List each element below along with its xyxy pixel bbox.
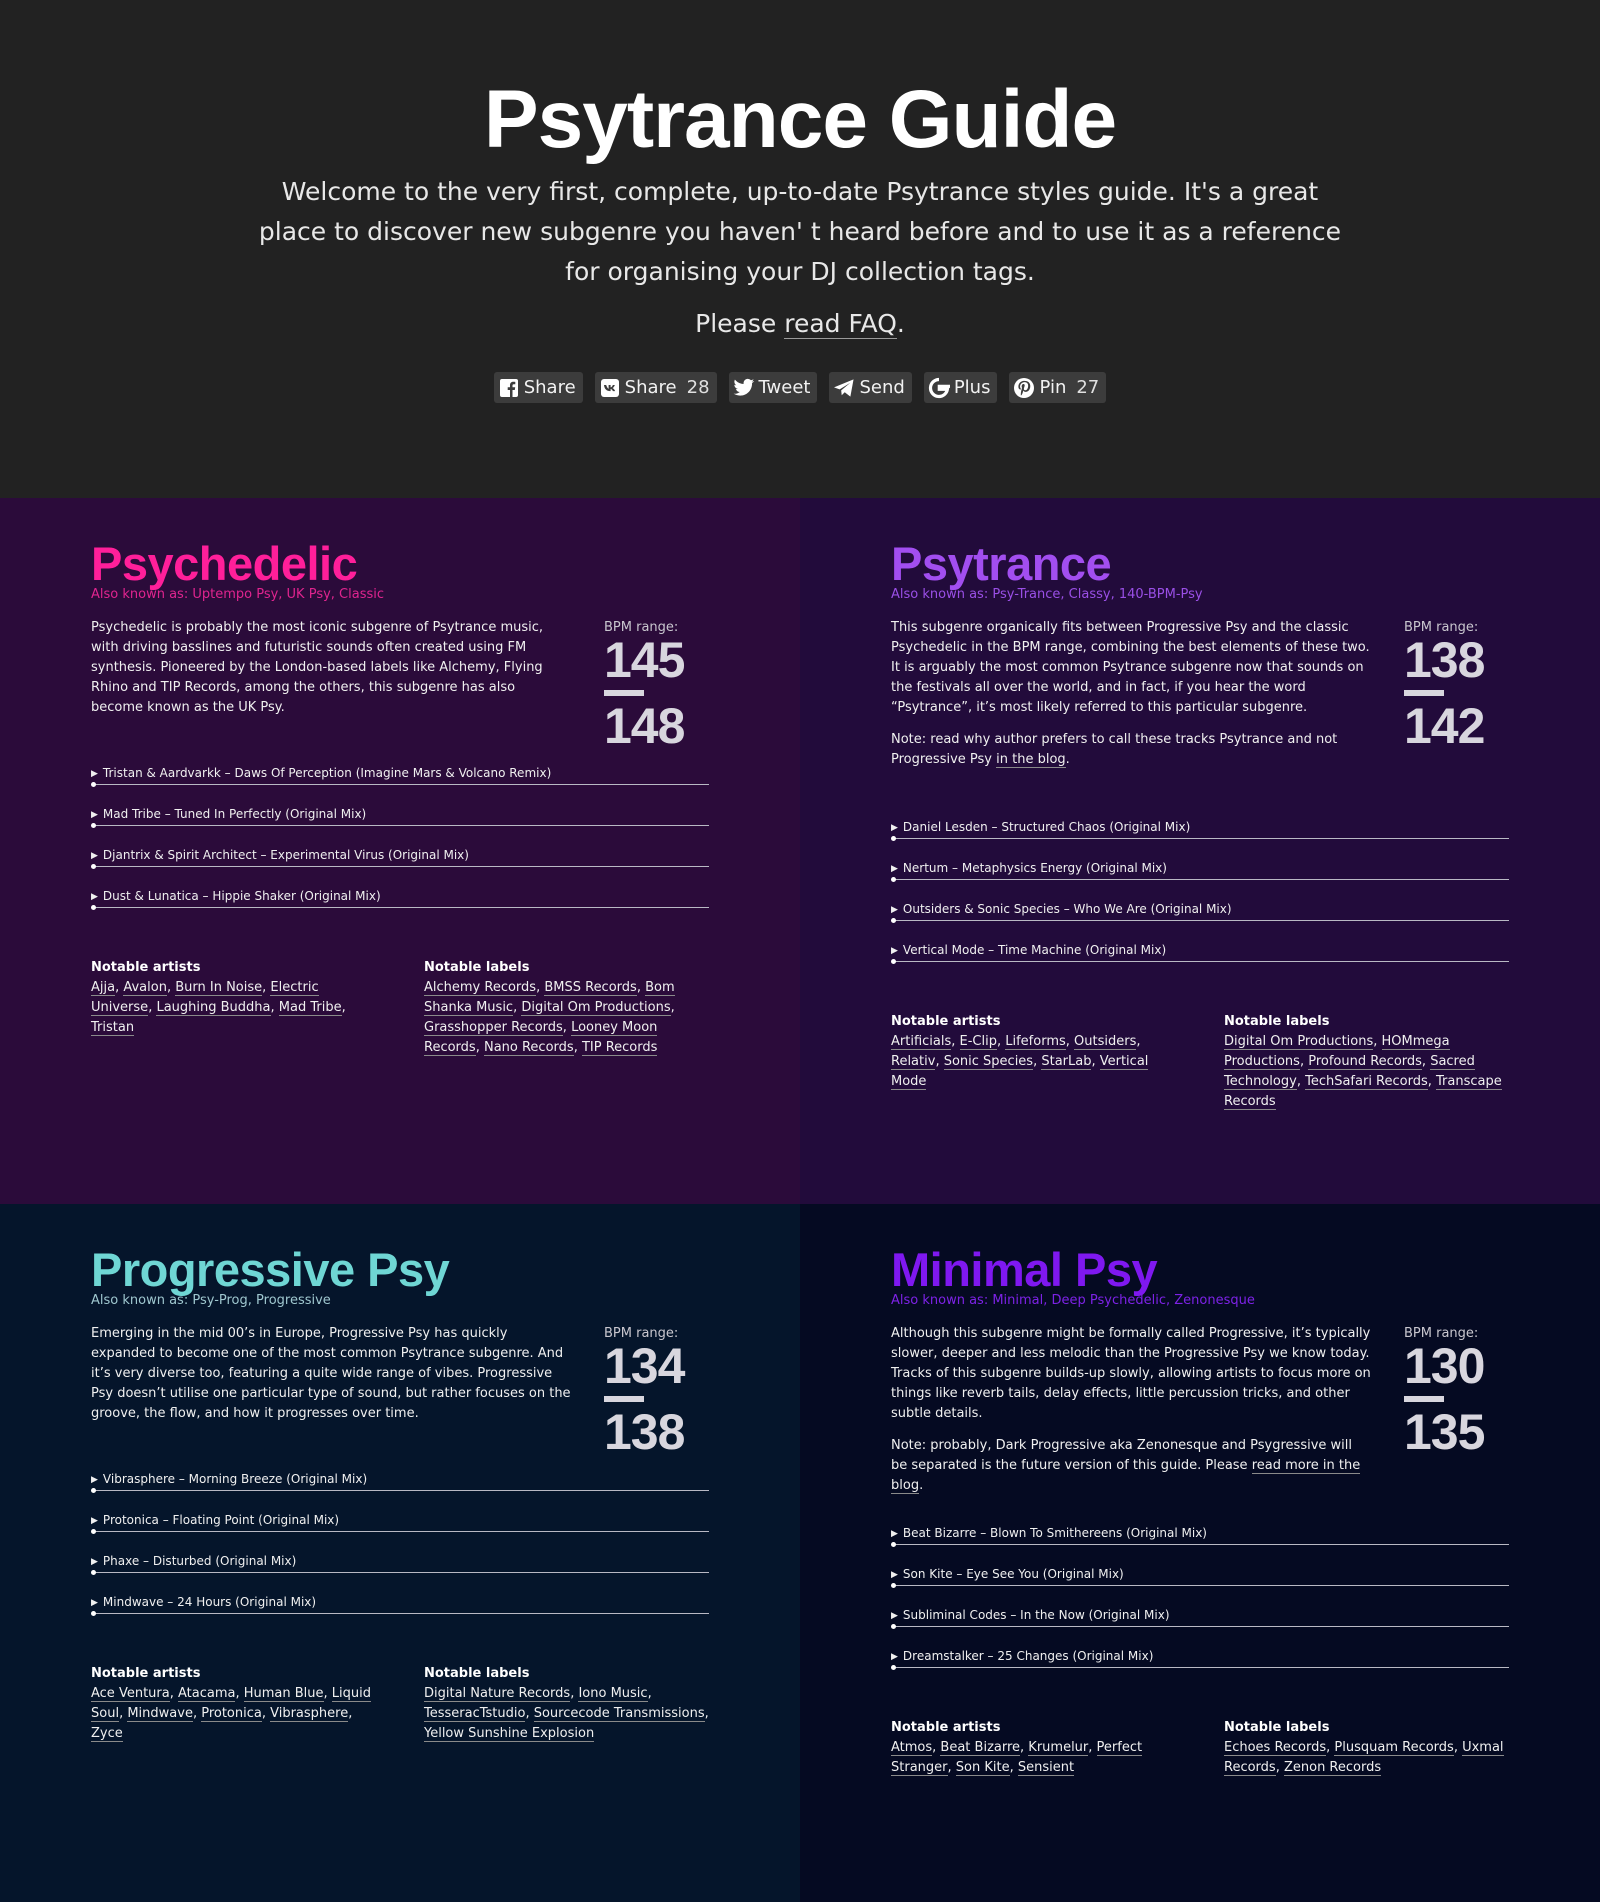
- notable-labels: [424, 958, 716, 1058]
- notable-artists: [91, 958, 381, 1038]
- track-title: ▶ Djantrix & Spirit Architect – Experimental Virus (Original Mix): [91, 847, 469, 865]
- track-player[interactable]: [91, 761, 709, 802]
- track-progress-bar[interactable]: [893, 879, 1509, 880]
- track-progress-bar[interactable]: [93, 825, 709, 826]
- twitter-share-button[interactable]: [729, 372, 818, 403]
- share-label: Plus: [953, 377, 991, 398]
- bpm-range: [604, 620, 724, 754]
- telegram-share-button[interactable]: [829, 372, 911, 403]
- labels-list: Digital Om Productions, HOMmega Productions, Profound Records, Sacred Technology, TechSafari Records, Transcape Records: [1224, 1034, 1502, 1109]
- genre-section-progressive-psy: [0, 1204, 800, 1902]
- label-link[interactable]: Looney Moon Records: [424, 1020, 658, 1055]
- track-title: ▶ Mad Tribe – Tuned In Perfectly (Original Mix): [91, 806, 366, 824]
- track-progress-bar[interactable]: [893, 1544, 1509, 1545]
- track-player[interactable]: [891, 815, 1509, 856]
- track-player[interactable]: [91, 802, 709, 843]
- artist-link[interactable]: StarLab: [1041, 1054, 1092, 1069]
- artist-link[interactable]: Vibrasphere: [270, 1706, 349, 1721]
- notable-artists-heading: Notable artists: [891, 1014, 1001, 1029]
- artist-link[interactable]: Liquid Soul: [91, 1686, 372, 1721]
- track-player[interactable]: [891, 938, 1509, 979]
- track-progress-handle[interactable]: [891, 1624, 896, 1629]
- label-link[interactable]: Plusquam Records: [1334, 1740, 1454, 1755]
- artist-link[interactable]: E-Clip: [959, 1034, 997, 1049]
- intro-text: Welcome to the very first, complete, up-to-date Psytrance styles guide. It's a great place to discover new subgenre you haven' t heard before and to use it as a reference for organising your DJ collection tags.: [258, 177, 1342, 286]
- bpm-label: BPM range:: [1404, 1326, 1479, 1341]
- track-progress-handle[interactable]: [91, 1488, 96, 1493]
- artist-link[interactable]: Sonic Species: [943, 1054, 1034, 1069]
- artist-link[interactable]: Ajja: [91, 980, 116, 995]
- bpm-max: 135: [1404, 1404, 1485, 1460]
- bpm-range: [604, 1326, 724, 1460]
- track-title: ▶ Subliminal Codes – In the Now (Original Mix): [891, 1607, 1170, 1625]
- track-progress-bar[interactable]: [93, 907, 709, 908]
- bpm-range: [1404, 620, 1524, 754]
- note-suffix: .: [919, 1478, 924, 1493]
- share-count: 28: [686, 377, 710, 398]
- track-progress-handle[interactable]: [91, 864, 96, 869]
- note-text: Note: probably, Dark Progressive aka Zenonesque and Psygressive will be separated is the future version of this guide. Please: [891, 1438, 1353, 1473]
- genre-aka: Also known as: Minimal, Deep Psychedelic, Zenonesque: [891, 1293, 1255, 1308]
- track-progress-handle[interactable]: [891, 1665, 896, 1670]
- share-count: 27: [1076, 377, 1100, 398]
- page-title: Psytrance Guide: [483, 74, 1117, 165]
- track-list: [91, 761, 709, 925]
- track-title: ▶ Vertical Mode – Time Machine (Original Mix): [891, 942, 1166, 960]
- label-link[interactable]: Bom Shanka Music: [424, 980, 675, 1015]
- bpm-dash: [1404, 1396, 1444, 1402]
- google-plus-icon: [928, 377, 950, 399]
- pinterest-share-button[interactable]: [1009, 372, 1106, 403]
- label-link[interactable]: Alchemy Records: [424, 980, 537, 995]
- artist-link[interactable]: Mindwave: [127, 1706, 193, 1721]
- label-link[interactable]: Digital Nature Records: [424, 1686, 571, 1701]
- bpm-min: 134: [604, 1338, 685, 1394]
- bpm-dash: [604, 1396, 644, 1402]
- notable-labels: [424, 1664, 716, 1744]
- track-title: ▶ Vibrasphere – Morning Breeze (Original Mix): [91, 1471, 367, 1489]
- notable-labels: [1224, 1718, 1516, 1778]
- description-paragraph: Emerging in the mid 00’s in Europe, Progressive Psy has quickly expanded to become one of the most common Psytrance subgenre. And it’s very diverse too, featuring a quite wide range of vibes. Progressive Psy doesn’t utilise one particular type of sound, but rather focuses on the groove, the flow, and how it progresses over time.: [91, 1326, 571, 1421]
- track-progress-bar[interactable]: [93, 1613, 709, 1614]
- artist-link[interactable]: Laughing Buddha: [156, 1000, 271, 1015]
- label-link[interactable]: Grasshopper Records: [424, 1020, 563, 1035]
- artist-link[interactable]: Krumelur: [1028, 1740, 1089, 1755]
- track-progress-bar[interactable]: [893, 1667, 1509, 1668]
- label-link[interactable]: Zenon Records: [1283, 1760, 1382, 1775]
- artist-link[interactable]: Artificials: [891, 1034, 952, 1049]
- track-title: ▶ Protonica – Floating Point (Original Mix): [91, 1512, 339, 1530]
- artist-link[interactable]: Atacama: [177, 1686, 236, 1701]
- track-player[interactable]: [91, 1549, 709, 1590]
- track-player[interactable]: [891, 1644, 1509, 1685]
- note-suffix: .: [1065, 752, 1070, 767]
- track-title: ▶ Daniel Lesden – Structured Chaos (Original Mix): [891, 819, 1190, 837]
- genre-aka: Also known as: Psy-Prog, Progressive: [91, 1293, 331, 1308]
- genre-note: [891, 1436, 1371, 1496]
- track-list: [891, 815, 1509, 979]
- page-header: [0, 0, 1600, 498]
- description-paragraph: Psychedelic is probably the most iconic subgenre of Psytrance music, with driving basslines and futuristic sounds often created using FM synthesis. Pioneered by the London-based labels like Alchemy, Flying Rhino and TIP Records, among the others, this subgenre has also become known as the UK Psy.: [91, 620, 544, 715]
- genre-section-psychedelic: [0, 498, 800, 1204]
- track-progress-bar[interactable]: [893, 961, 1509, 962]
- faq-prefix: Please: [695, 309, 785, 338]
- bpm-min: 145: [604, 632, 685, 688]
- track-progress-handle[interactable]: [91, 905, 96, 910]
- track-title: ▶ Phaxe – Disturbed (Original Mix): [91, 1553, 296, 1571]
- label-link[interactable]: Digital Om Productions: [1224, 1034, 1374, 1049]
- track-progress-handle[interactable]: [891, 918, 896, 923]
- label-link[interactable]: Profound Records: [1308, 1054, 1422, 1069]
- track-progress-bar[interactable]: [93, 1572, 709, 1573]
- label-link[interactable]: Uxmal Records: [1224, 1740, 1504, 1775]
- track-player[interactable]: [891, 1562, 1509, 1603]
- artist-link[interactable]: Perfect Stranger: [891, 1740, 1143, 1775]
- telegram-icon: [833, 377, 855, 399]
- track-progress-handle[interactable]: [91, 1570, 96, 1575]
- genre-description: [91, 618, 571, 718]
- artists-list: Ajja, Avalon, Burn In Noise, Electric Universe, Laughing Buddha, Mad Tribe, Tristan: [91, 980, 346, 1035]
- genre-description: [891, 618, 1371, 770]
- track-progress-handle[interactable]: [891, 877, 896, 882]
- notable-artists-heading: Notable artists: [891, 1720, 1001, 1735]
- bpm-max: 148: [604, 698, 685, 754]
- track-progress-bar[interactable]: [893, 920, 1509, 921]
- track-progress-bar[interactable]: [93, 784, 709, 785]
- artists-list: Artificials, E-Clip, Lifeforms, Outsiders, Relativ, Sonic Species, StarLab, Vertical Mode: [891, 1034, 1149, 1089]
- genre-title: Psytrance: [891, 537, 1112, 590]
- genre-description: [91, 1324, 571, 1424]
- track-player[interactable]: [91, 884, 709, 925]
- notable-artists: [891, 1012, 1181, 1092]
- pinterest-icon: [1013, 377, 1035, 399]
- track-list: [891, 1521, 1509, 1685]
- track-progress-handle[interactable]: [891, 1542, 896, 1547]
- track-progress-handle[interactable]: [891, 1583, 896, 1588]
- artist-link[interactable]: Electric Universe: [91, 980, 319, 1015]
- genre-section-psytrance: [800, 498, 1600, 1204]
- share-label: Tweet: [758, 377, 811, 398]
- bpm-max: 142: [1404, 698, 1485, 754]
- blog-link[interactable]: read more in the blog: [891, 1458, 1361, 1493]
- label-link[interactable]: Echoes Records: [1224, 1740, 1327, 1755]
- track-title: ▶ Dreamstalker – 25 Changes (Original Mix): [891, 1648, 1153, 1666]
- label-link[interactable]: Nano Records: [483, 1040, 574, 1055]
- track-player[interactable]: [91, 1508, 709, 1549]
- genre-note: [891, 730, 1371, 770]
- track-progress-bar[interactable]: [893, 1626, 1509, 1627]
- notable-artists: [91, 1664, 381, 1744]
- share-label: Share: [624, 377, 677, 398]
- bpm-label: BPM range:: [604, 620, 679, 635]
- track-progress-handle[interactable]: [91, 823, 96, 828]
- label-link[interactable]: Transcape Records: [1224, 1074, 1502, 1109]
- bpm-label: BPM range:: [604, 1326, 679, 1341]
- label-link[interactable]: TIP Records: [581, 1040, 658, 1055]
- artist-link[interactable]: Protonica: [201, 1706, 262, 1721]
- artist-link[interactable]: Human Blue: [243, 1686, 324, 1701]
- genre-title: Psychedelic: [91, 537, 358, 590]
- artist-link[interactable]: Vertical Mode: [891, 1054, 1149, 1089]
- facebook-icon: [498, 377, 520, 399]
- share-label: Share: [523, 377, 576, 398]
- labels-list: Digital Nature Records, Iono Music, TesseracTstudio, Sourcecode Transmissions, Yellow Sunshine Explosion: [424, 1686, 709, 1741]
- label-link[interactable]: Iono Music: [578, 1686, 648, 1701]
- faq-link[interactable]: read FAQ: [784, 309, 897, 338]
- track-title: ▶ Beat Bizarre – Blown To Smithereens (Original Mix): [891, 1525, 1207, 1543]
- track-player[interactable]: [891, 856, 1509, 897]
- track-progress-handle[interactable]: [891, 836, 896, 841]
- note-text: Note: read why author prefers to call these tracks Psytrance and not Progressive Psy: [891, 732, 1338, 767]
- notable-artists: [891, 1718, 1181, 1778]
- labels-list: Echoes Records, Plusquam Records, Uxmal Records, Zenon Records: [1224, 1740, 1504, 1775]
- share-label: Send: [859, 377, 905, 398]
- notable-labels-heading: Notable labels: [1224, 1014, 1330, 1029]
- track-progress-handle[interactable]: [91, 782, 96, 787]
- notable-labels-heading: Notable labels: [1224, 1720, 1330, 1735]
- artist-link[interactable]: Zyce: [91, 1726, 123, 1741]
- label-link[interactable]: Yellow Sunshine Explosion: [424, 1726, 595, 1741]
- google-plus-share-button[interactable]: [924, 372, 998, 403]
- genre-title: Minimal Psy: [891, 1243, 1158, 1296]
- artist-link[interactable]: Sensient: [1017, 1760, 1075, 1775]
- artists-list: Ace Ventura, Atacama, Human Blue, Liquid Soul, Mindwave, Protonica, Vibrasphere, Zyce: [91, 1686, 372, 1741]
- vk-icon: [599, 377, 621, 399]
- track-title: ▶ Tristan & Aardvarkk – Daws Of Perception (Imagine Mars & Volcano Remix): [91, 765, 551, 783]
- artist-link[interactable]: Ace Ventura: [91, 1686, 170, 1701]
- faq-suffix: .: [896, 309, 905, 338]
- bpm-dash: [604, 690, 644, 696]
- track-progress-handle[interactable]: [891, 959, 896, 964]
- track-progress-handle[interactable]: [91, 1611, 96, 1616]
- genre-aka: Also known as: Uptempo Psy, UK Psy, Classic: [91, 587, 385, 602]
- artists-list: Atmos, Beat Bizarre, Krumelur, Perfect Stranger, Son Kite, Sensient: [891, 1740, 1143, 1775]
- track-progress-bar[interactable]: [93, 1531, 709, 1532]
- track-player[interactable]: [91, 1467, 709, 1508]
- share-buttons: [0, 372, 1600, 403]
- track-player[interactable]: [91, 843, 709, 884]
- label-link[interactable]: Digital Om Productions: [521, 1000, 671, 1015]
- track-title: ▶ Son Kite – Eye See You (Original Mix): [891, 1566, 1124, 1584]
- bpm-range: [1404, 1326, 1524, 1460]
- bpm-dash: [1404, 690, 1444, 696]
- track-progress-bar[interactable]: [893, 1585, 1509, 1586]
- artist-link[interactable]: Beat Bizarre: [940, 1740, 1021, 1755]
- track-progress-bar[interactable]: [93, 1490, 709, 1491]
- track-player[interactable]: [91, 1590, 709, 1631]
- description-paragraph: This subgenre organically fits between Progressive Psy and the classic Psychedelic in the BPM range, combining the best elements of these two. It is arguably the most common Psytrance subgenre now that sounds on the festivals all over the world, and in fact, if you hear the word “Psytrance”, it’s most likely referred to this particular subgenre.: [891, 620, 1370, 715]
- label-link[interactable]: Sacred Technology: [1224, 1054, 1475, 1089]
- label-link[interactable]: HOMmega Productions: [1224, 1034, 1450, 1069]
- notable-labels: [1224, 1012, 1516, 1112]
- share-label: Pin: [1039, 377, 1067, 398]
- track-title: ▶ Outsiders & Sonic Species – Who We Are (Original Mix): [891, 901, 1232, 919]
- track-player[interactable]: [891, 897, 1509, 938]
- track-title: ▶ Dust & Lunatica – Hippie Shaker (Original Mix): [91, 888, 381, 906]
- blog-link[interactable]: in the blog: [996, 752, 1066, 767]
- track-progress-handle[interactable]: [91, 1529, 96, 1534]
- artist-link[interactable]: Son Kite: [955, 1760, 1010, 1775]
- label-link[interactable]: Sourcecode Transmissions: [533, 1706, 705, 1721]
- genre-aka: Also known as: Psy-Trance, Classy, 140-BPM-Psy: [891, 587, 1203, 602]
- track-title: ▶ Mindwave – 24 Hours (Original Mix): [91, 1594, 316, 1612]
- track-title: ▶ Nertum – Metaphysics Energy (Original Mix): [891, 860, 1167, 878]
- notable-labels-heading: Notable labels: [424, 1666, 530, 1681]
- label-link[interactable]: TechSafari Records: [1305, 1074, 1428, 1089]
- artist-link[interactable]: Mad Tribe: [278, 1000, 342, 1015]
- artist-link[interactable]: Tristan: [91, 1020, 135, 1035]
- genre-section-minimal-psy: [800, 1204, 1600, 1902]
- bpm-label: BPM range:: [1404, 620, 1479, 635]
- vk-share-button[interactable]: [595, 372, 717, 403]
- labels-list: Alchemy Records, BMSS Records, Bom Shanka Music, Digital Om Productions, Grasshopper Records, Looney Moon Records, Nano Records, TIP Records: [424, 980, 675, 1055]
- faq-line: [0, 306, 1600, 342]
- artist-link[interactable]: Relativ: [891, 1054, 936, 1069]
- genre-title: Progressive Psy: [91, 1243, 450, 1296]
- genre-description: [891, 1324, 1371, 1496]
- artist-link[interactable]: Burn In Noise: [175, 980, 263, 995]
- twitter-icon: [733, 377, 755, 399]
- description-paragraph: Although this subgenre might be formally called Progressive, it’s typically slower, deeper and less melodic than the Progressive Psy we know today. Tracks of this subgenre builds-up slowly, allowing artists to focus more on things like reverb tails, delay effects, little percussion tricks, and other subtle details.: [891, 1326, 1371, 1421]
- notable-artists-heading: Notable artists: [91, 960, 201, 975]
- artist-link[interactable]: Atmos: [891, 1740, 933, 1755]
- label-link[interactable]: TesseracTstudio: [424, 1706, 526, 1721]
- artist-link[interactable]: Avalon: [123, 980, 167, 995]
- track-player[interactable]: [891, 1521, 1509, 1562]
- facebook-share-button[interactable]: [494, 372, 583, 403]
- bpm-max: 138: [604, 1404, 685, 1460]
- track-progress-bar[interactable]: [93, 866, 709, 867]
- bpm-min: 130: [1404, 1338, 1485, 1394]
- track-progress-bar[interactable]: [893, 838, 1509, 839]
- label-link[interactable]: BMSS Records: [544, 980, 637, 995]
- artist-link[interactable]: Lifeforms: [1005, 1034, 1066, 1049]
- track-list: [91, 1467, 709, 1631]
- notable-artists-heading: Notable artists: [91, 1666, 201, 1681]
- track-player[interactable]: [891, 1603, 1509, 1644]
- artist-link[interactable]: Outsiders: [1074, 1034, 1137, 1049]
- bpm-min: 138: [1404, 632, 1485, 688]
- notable-labels-heading: Notable labels: [424, 960, 530, 975]
